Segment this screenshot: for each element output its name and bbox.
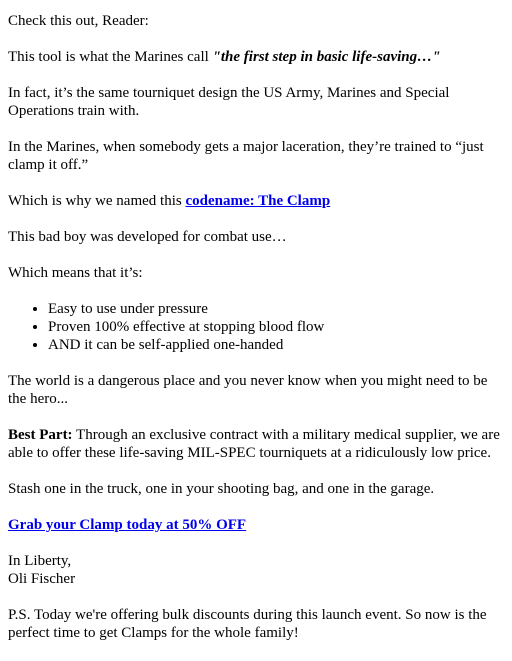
paragraph-best-part bbox=[8, 426, 504, 462]
paragraph-clamp-it-off: In the Marines, when somebody gets a major laceration, they’re trained to “just clamp it off.” bbox=[8, 139, 484, 173]
cta-link[interactable]: Grab your Clamp today at 50% OFF bbox=[8, 517, 247, 533]
paragraph-text: Which is why we named this bbox=[8, 193, 186, 209]
signature-block bbox=[8, 552, 504, 588]
cta-paragraph bbox=[8, 516, 504, 534]
paragraph-stash: Stash one in the truck, one in your shooting bag, and one in the garage. bbox=[8, 481, 435, 497]
list-item: • Proven 100% effective at stopping blood flow bbox=[48, 318, 504, 336]
best-part-label: Best Part: bbox=[8, 427, 73, 443]
list-item: • AND it can be self-applied one-handed bbox=[48, 336, 504, 354]
paragraph-tourniquet-design: In fact, it’s the same tourniquet design the US Army, Marines and Special Operations train with. bbox=[8, 85, 450, 119]
paragraph-marines-quote bbox=[8, 48, 504, 66]
paragraph-text: Through an exclusive contract with a military medical supplier, we are able to offer these life-saving MIL-SPEC tourniquets at a ridiculously low price. bbox=[8, 427, 500, 461]
list-item: • Easy to use under pressure bbox=[48, 300, 504, 318]
feature-list bbox=[8, 300, 504, 354]
marines-quote: "the first step in basic life-saving…" bbox=[212, 49, 441, 65]
greeting: Check this out, Reader: bbox=[8, 13, 149, 29]
paragraph-features-intro: Which means that it’s: bbox=[8, 265, 143, 281]
paragraph-codename bbox=[8, 192, 504, 210]
postscript: P.S. Today we're offering bulk discounts during this launch event. So now is the perfect time to get Clamps for the whole family! bbox=[8, 607, 487, 641]
codename-link[interactable]: codename: The Clamp bbox=[185, 193, 331, 209]
paragraph-dangerous-world: The world is a dangerous place and you never know when you might need to be the hero... bbox=[8, 373, 488, 407]
paragraph-text: This tool is what the Marines call bbox=[8, 49, 213, 65]
signoff: In Liberty, bbox=[8, 553, 72, 569]
signature-name: Oli Fischer bbox=[8, 571, 76, 587]
paragraph-combat-use: This bad boy was developed for combat use… bbox=[8, 229, 287, 245]
